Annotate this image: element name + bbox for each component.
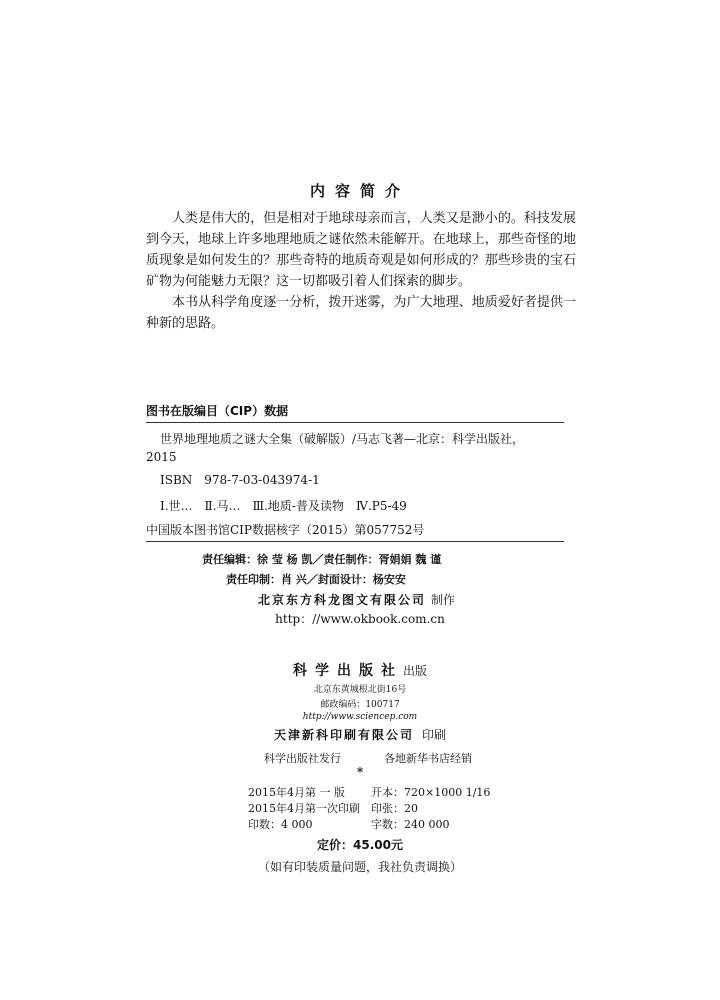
summary-title: 内容简介 <box>309 182 410 200</box>
quality-note: （如有印装质量问题，我社负责调换） <box>257 860 462 874</box>
printing-line: 2015年4月第一次印刷 <box>248 802 360 815</box>
credits-print-design: 责任印制：肖 兴／封面设计：杨安安 <box>226 573 406 586</box>
edition-line: 2015年4月第 一 版 <box>248 786 345 799</box>
print-run-line: 印数：4 000 <box>248 818 313 831</box>
credits-editors: 责任编辑：徐 莹 杨 凯／责任制作：胥娟娟 魏 谨 <box>202 553 442 566</box>
sheets-line: 印张：20 <box>371 802 418 815</box>
publisher-logo: 科学出版社 <box>292 663 403 679</box>
producer-suffix: 制作 <box>431 593 456 607</box>
publisher-website: http://www.sciencep.com <box>302 712 418 722</box>
printer-line <box>0 726 720 743</box>
distributor-right: 各地新华书店经销 <box>384 752 472 765</box>
isbn-number: 978-7-03-043974-1 <box>204 473 320 487</box>
cip-bottom-rule <box>146 541 564 542</box>
publisher-address: 北京东黄城根北街16号 <box>313 685 407 695</box>
publisher-line <box>0 660 720 680</box>
printer-name: 天津新科印刷有限公司 <box>273 728 414 742</box>
format-line: 开本：720×1000 1/16 <box>371 786 491 799</box>
producer-url: http：//www.okbook.com.cn <box>275 612 445 626</box>
producer-name: 北京东方科龙图文有限公司 <box>258 593 427 607</box>
summary-paragraph-2: 本书从科学角度逐一分析，拨开迷雾，为广大地理、地质爱好者提供一种新的思路。 <box>146 295 576 331</box>
word-count-line: 字数：240 000 <box>371 818 450 831</box>
price: 定价：45.00元 <box>317 838 403 852</box>
cip-number: 中国版本图书馆CIP数据核字（2015）第057752号 <box>146 523 425 537</box>
cip-classification: Ⅰ.世… Ⅱ.马… Ⅲ.地质-普及读物 Ⅳ.P5-49 <box>160 499 407 513</box>
summary-body <box>146 208 576 334</box>
cip-isbn-line <box>160 473 320 487</box>
summary-paragraph-1: 人类是伟大的，但是相对于地球母亲而言，人类又是渺小的。科技发展到今天，地球上许多地理地质之谜依然未能解开。在地球上，那些奇怪的地质现象是如何发生的？那些奇特的地质奇观是如何形成的？那些珍贵的宝石矿物为何能魅力无限？这一切都吸引着人们探索的脚步。 <box>146 211 576 289</box>
cip-title-line-1: 世界地理地质之谜大全集（破解版）/马志飞著—北京：科学出版社， <box>160 432 525 446</box>
printer-suffix: 印刷 <box>422 728 447 742</box>
cip-heading: 图书在版编目（CIP）数据 <box>146 404 289 418</box>
producer-line <box>258 591 455 608</box>
cip-title-line-2: 2015 <box>146 450 177 464</box>
distributor-left: 科学出版社发行 <box>264 752 341 765</box>
separator-star: * <box>356 765 364 779</box>
isbn-label: ISBN <box>160 473 193 487</box>
publisher-postcode: 邮政编码：100717 <box>320 700 400 710</box>
publisher-suffix: 出版 <box>402 664 427 678</box>
cip-top-rule <box>146 422 564 423</box>
